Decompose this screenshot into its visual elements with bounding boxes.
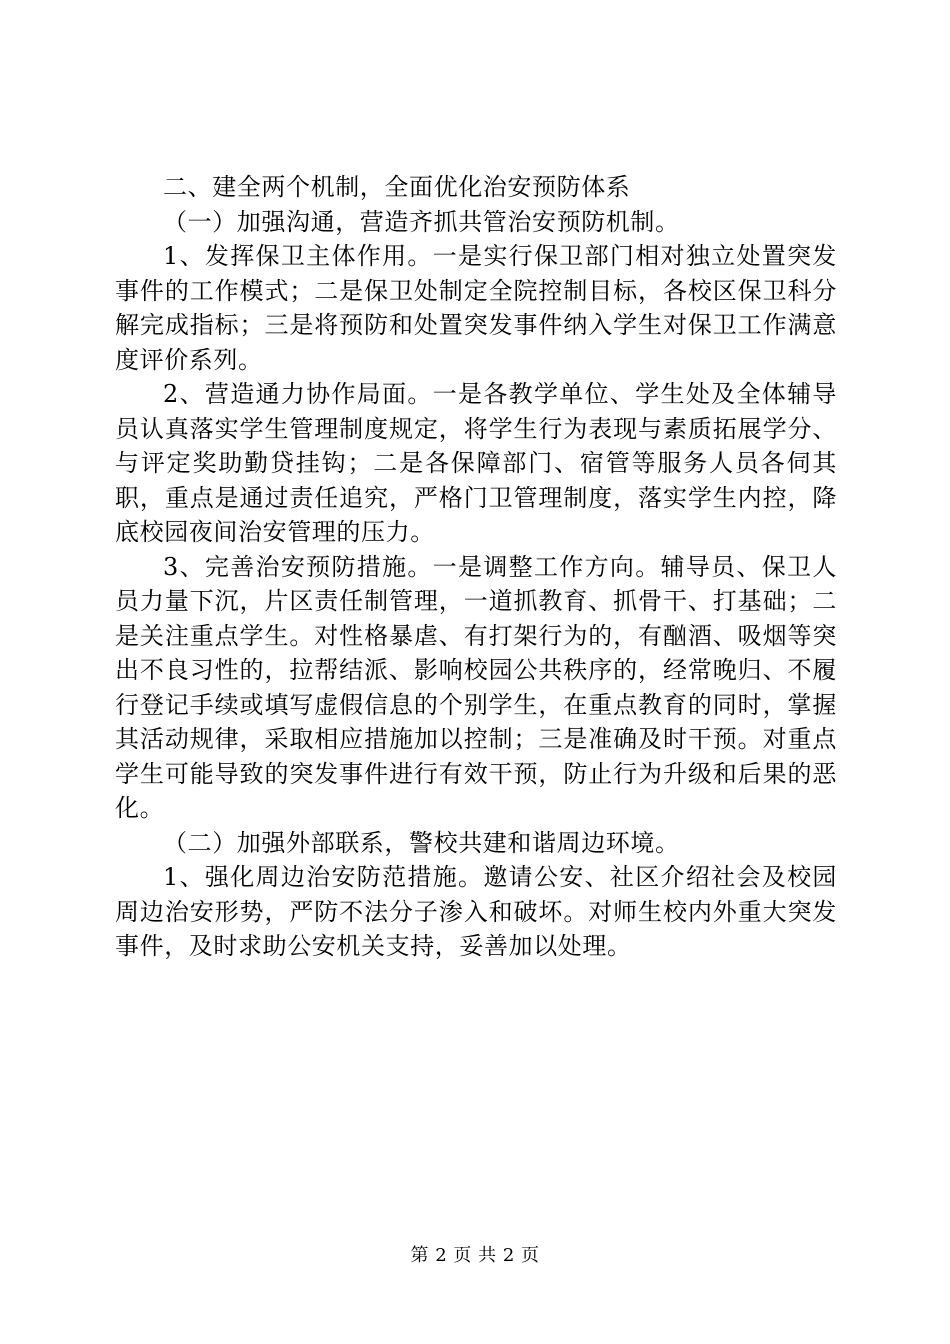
paragraph-item-2: 2、营造通力协作局面。一是各教学单位、学生处及全体辅导员认真落实学生管理制度规定，将学生行为表现与素质拓展学分、与评定奖助勤贷挂钩；二是各保障部门、宿管等服务人员各伺其职，重点是通过责任追究，严格门卫管理制度，落实学生内控，降底校园夜间治安管理的压力。 <box>115 380 837 546</box>
subsection-heading-2: （二）加强外部联系，警校共建和谐周边环境。 <box>163 828 680 857</box>
page-footer: 第 2 页 共 2 页 <box>410 1245 540 1266</box>
section-heading: 二、建全两个机制，全面优化治安预防体系 <box>163 173 631 201</box>
subsection-heading-1: （一）加强沟通，营造齐抓共管治安预防机制。 <box>163 207 680 236</box>
document-body <box>115 170 837 964</box>
paragraph-item-4: 1、强化周边治安防范措施。邀请公安、社区介绍社会及校园周边治安形势，严防不法分子渗入和破坏。对师生校内外重大突发事件，及时求助公安机关支持，妥善加以处理。 <box>115 863 837 960</box>
paragraph-item-1: 1、发挥保卫主体作用。一是实行保卫部门相对独立处置突发事件的工作模式；二是保卫处制定全院控制目标，各校区保卫科分解完成指标；三是将预防和处置突发事件纳入学生对保卫工作满意度评价系列。 <box>115 242 837 374</box>
paragraph-item-3: 3、完善治安预防措施。一是调整工作方向。辅导员、保卫人员力量下沉，片区责任制管理，一道抓教育、抓骨干、打基础；二是关注重点学生。对性格暴虐、有打架行为的，有酗酒、吸烟等突出不良习性的，拉帮结派、影响校园公共秩序的，经常晚归、不履行登记手续或填写虚假信息的个别学生，在重点教育的同时，掌握其活动规律，采取相应措施加以控制；三是准确及时干预。对重点学生可能导致的突发事件进行有效干预，防止行为升级和后果的恶化。 <box>115 552 837 822</box>
